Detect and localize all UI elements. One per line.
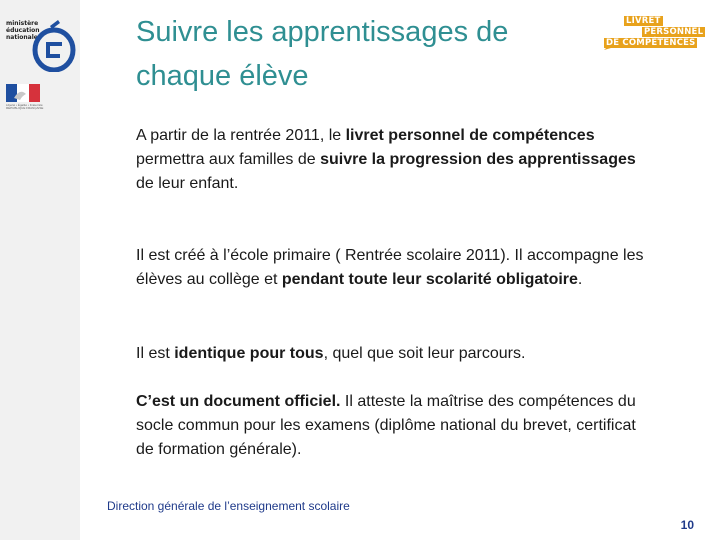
- left-sidebar-band: [0, 0, 80, 540]
- marianne-flag-icon: [6, 84, 40, 102]
- text-run: .: [577, 271, 583, 288]
- text-run: Il atteste la maîtrise des compétences du socle commun pour les examens (diplôme national du brevet, certificat de formation générale).: [136, 393, 636, 458]
- ministere-logo: [6, 20, 74, 110]
- text-run: A partir de la rentrée 2011, le: [136, 127, 346, 144]
- ministere-logo-line-3: nationale: [6, 34, 38, 41]
- paragraph-document-officiel: [136, 390, 656, 462]
- bold-text-run: pendant toute leur scolarité obligatoire: [281, 271, 578, 288]
- bold-text-run: identique pour tous: [174, 345, 324, 362]
- text-run: Il est: [136, 345, 175, 362]
- page-title-line-1: Suivre les apprentissages de: [136, 16, 509, 48]
- page-number: 10: [680, 518, 694, 532]
- page-title-line-2: chaque élève: [136, 60, 309, 92]
- livret-competences-logo: [598, 14, 704, 62]
- text-run: permettra aux familles de: [136, 151, 321, 168]
- ministere-logo-line-1: ministère: [6, 20, 39, 27]
- paragraph-creation: [136, 244, 656, 292]
- livret-logo-line-3: DE COMPÉTENCES: [606, 38, 696, 48]
- republique-francaise-caption: Liberté • Égalité • Fraternité RÉPUBLIQUE FRANÇAISE: [6, 103, 44, 110]
- livret-logo-line-2: PERSONNEL: [644, 27, 704, 37]
- paragraph-livret-intro: [136, 124, 656, 196]
- text-run: de leur enfant.: [136, 175, 239, 192]
- bold-text-run: livret personnel de compétences: [345, 127, 595, 144]
- livret-logo-line-1: LIVRET: [626, 16, 661, 26]
- ministere-logo-line-2: éducation: [6, 27, 40, 34]
- page-title: [136, 10, 576, 98]
- footer-direction-text: Direction générale de l’enseignement scolaire: [107, 499, 350, 513]
- paragraph-identique: [136, 342, 656, 366]
- text-run: Il est créé à l’école primaire ( Rentrée scolaire 2011). Il accompagne les élèves au collège et: [136, 247, 644, 288]
- e-letter-logo-icon: [32, 20, 76, 72]
- bold-text-run: suivre la progression des apprentissages: [320, 151, 636, 168]
- text-run: , quel que soit leur parcours.: [323, 345, 526, 362]
- bold-text-run: C’est un document officiel.: [136, 393, 341, 410]
